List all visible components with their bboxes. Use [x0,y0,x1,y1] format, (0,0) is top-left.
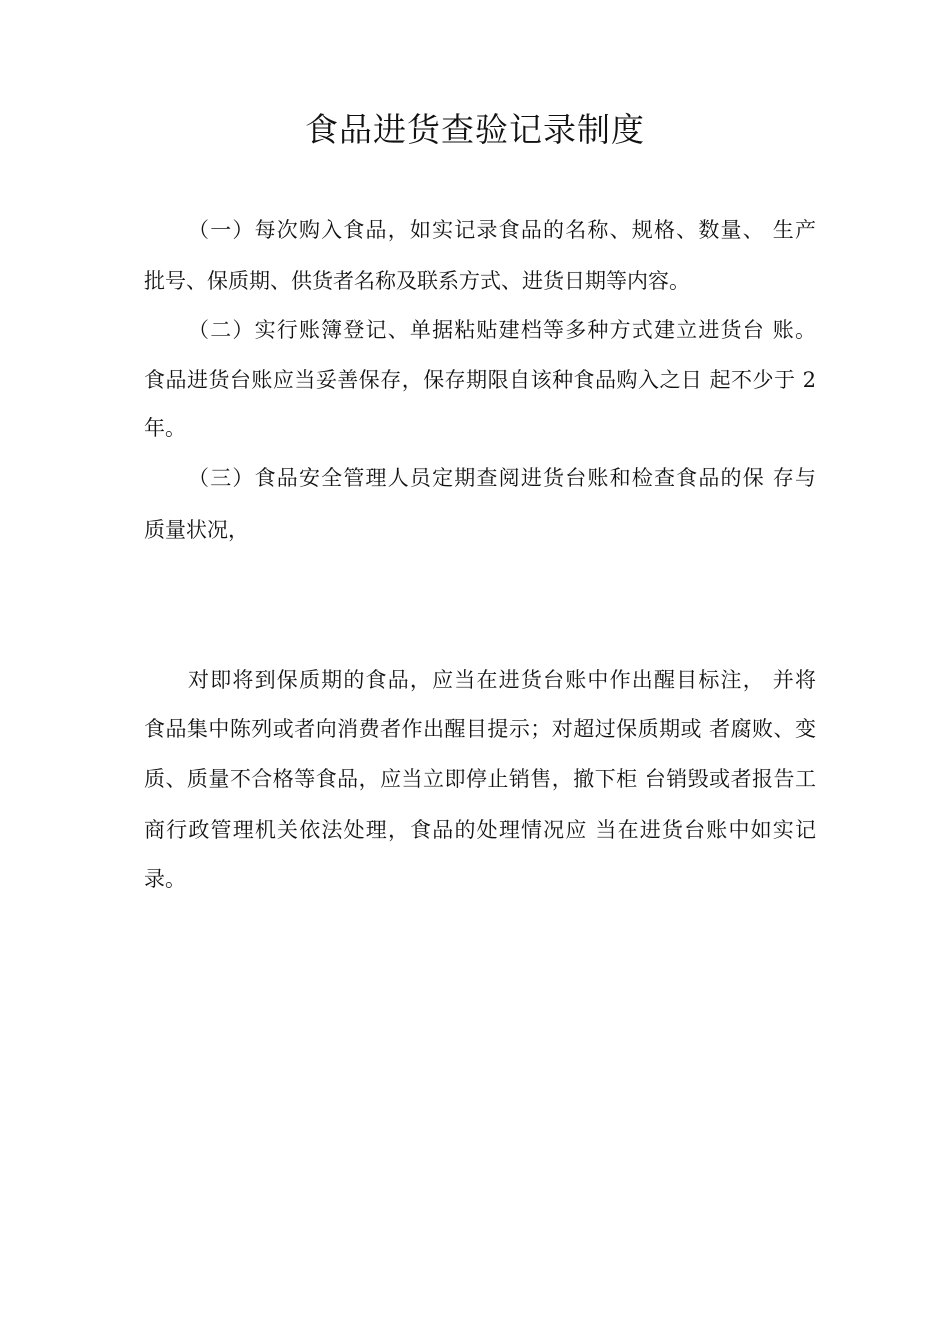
paragraph-2-line-2: 食品进货台账应当妥善保存，保存期限自该种食品购入之日 起不少于 2 [144,368,816,392]
paragraph-4-line-2: 食品集中陈列或者向消费者作出醒目提示；对超过保质期或 者腐败、变 [144,717,816,741]
paragraph-4-line-4: 商行政管理机关依法处理，食品的处理情况应 当在进货台账中如实记 [144,818,816,842]
paragraph-2-line-3: 年。 [144,416,186,440]
paragraph-1-line-2: 批号、保质期、供货者名称及联系方式、进货日期等内容。 [144,269,690,293]
paragraph-4-line-3: 质、质量不合格等食品，应当立即停止销售，撤下柜 台销毁或者报告工 [144,767,816,791]
paragraph-3-line-1: （三）食品安全管理人员定期查阅进货台账和检查食品的保 存与 [188,466,816,490]
paragraph-4-line-1: 对即将到保质期的食品，应当在进货台账中作出醒目标注， 并将 [188,668,816,692]
paragraph-1-line-1: （一）每次购入食品，如实记录食品的名称、规格、数量、 生产 [188,218,816,242]
paragraph-2-line-1: （二）实行账簿登记、单据粘贴建档等多种方式建立进货台 账。 [188,318,816,342]
document-title: 食品进货查验记录制度 [305,110,645,149]
paragraph-3-line-2: 质量状况， [144,518,249,542]
paragraph-4-line-5: 录。 [144,867,186,891]
